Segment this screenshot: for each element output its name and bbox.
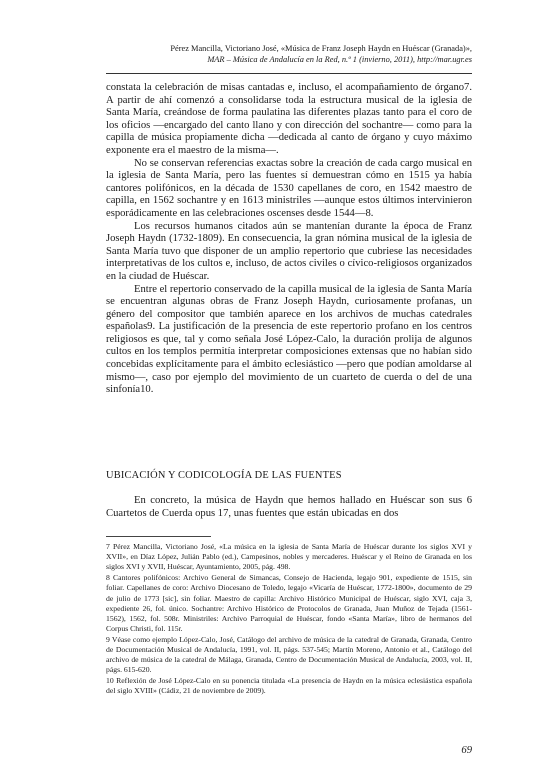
section-heading: UBICACIÓN Y CODICOLOGÍA DE LAS FUENTES	[106, 470, 342, 481]
paragraph: constata la celebración de misas cantadas e, incluso, el acompañamiento de órgano7. A partir de ahí comenzó a consolidarse toda la estructura musical de la iglesia de Santa María, creándose de forma paulatina las diferentes plazas tanto para el coro de los oficios —encargado del canto llano y con dirección del sochantre— como para la capilla de música propiamente dicha —dedicada al canto de órgano y cuyo máximo exponente era el maestro de la misma—.	[106, 82, 472, 156]
footnote: 8 Cantores polifónicos: Archivo General de Simancas, Consejo de Hacienda, legajo 901, expediente de 1515, sin foliar. Capellanes de coro: Archivo Diocesano de Toledo, legajo «Vicaría de Huéscar, 1772-1800», documento de 29 de julio de 1773 [sic], sin foliar. Maestro de capilla: Archivo Histórico Municipal de Huéscar, siglo XVI, caja 3, expediente 26, fol. único. Sochantre: Archivo Histórico de Protocolos de Granada, Juan Muñoz de Tejada (1561-1562), 1562, fol. 508r. Ministriles: Archivo Parroquial de Huéscar, fondo «Santa María», libro de hermanos del Corpus Christi, fol. 115r.	[106, 573, 472, 634]
paragraph: Los recursos humanos citados aún se mantenían durante la época de Franz Joseph Haydn (1732-1809). En consecuencia, la gran nómina musical de la iglesia de Santa María tuvo que disponer de un amplio repertorio que cubriese las necesidades interpretativas de los cultos e, incluso, de actos civiles o cívico-religiosos organizados en la ciudad de Huéscar.	[106, 220, 472, 282]
page-number: 69	[461, 745, 472, 756]
footnote: 10 Reflexión de José López-Calo en su ponencia titulada «La presencia de Haydn en la música eclesiástica española del siglo XVIII» (Cádiz, 21 de noviembre de 2009).	[106, 676, 472, 696]
header-rule	[106, 73, 472, 74]
body-text	[106, 82, 472, 397]
running-header-citation: Pérez Mancilla, Victoriano José, «Música de Franz Joseph Haydn en Huéscar (Granada)»,	[170, 44, 472, 53]
running-header-journal: MAR – Música de Andalucía en la Red, n.º 1 (invierno, 2011), http://mar.ugr.es	[207, 55, 472, 64]
section-paragraph: En concreto, la música de Haydn que hemos hallado en Huéscar son sus 6 Cuartetos de Cuerda opus 17, unas fuentes que están ubicadas en dos	[106, 495, 472, 519]
footnote: 7 Pérez Mancilla, Victoriano José, «La música en la iglesia de Santa María de Huéscar durante los siglos XVI y XVII», en Díaz López, Julián Pablo (ed.), Campesinos, nobles y mercaderes. Huéscar y el Reino de Granada en los siglos XVI y XVII, Huéscar, Ayuntamiento, 2005, pág. 498.	[106, 542, 472, 572]
footnote: 9 Véase como ejemplo López-Calo, José, Catálogo del archivo de música de la catedral de Granada, Granada, Centro de Documentación Musical de Andalucía, 1991, vol. II, págs. 537-545; Martín Moreno, Antonio et al., Catálogo del archivo de música de la catedral de Málaga, Granada, Centro de Documentación Musical de Andalucía, 2003, vol. II, págs. 615-620.	[106, 634, 472, 675]
footnotes	[106, 542, 472, 697]
paragraph: No se conservan referencias exactas sobre la creación de cada cargo musical en la iglesia de Santa María, pero las fuentes sí demuestran cómo en 1515 ya había cantores polifónicos, en la década de 1530 capellanes de coro, en 1542 maestro de capilla, en 1562 sochantre y en 1613 ministriles —aunque estos últimos intervinieron esporádicamente en las celebraciones oscenses desde 1544—8.	[106, 157, 472, 219]
paragraph: Entre el repertorio conservado de la capilla musical de la iglesia de Santa María se encuentran algunas obras de Franz Joseph Haydn, curiosamente profanas, un género del compositor que también aparece en los archivos de muchas catedrales españolas9. La justificación de la presencia de este repertorio profano en los centros religiosos es que, tal y como señala José López-Calo, la duración prolija de algunos cultos en los templos permitía interpretar composiciones extensas que no habían sido concebidas explícitamente para el ámbito eclesiástico —pero que podían amoldarse al mismo—, caso por ejemplo del movimiento de un cuarteto de cuerda o del de una sinfonía10.	[106, 283, 472, 396]
footnote-rule	[106, 536, 211, 537]
running-header	[92, 43, 472, 65]
